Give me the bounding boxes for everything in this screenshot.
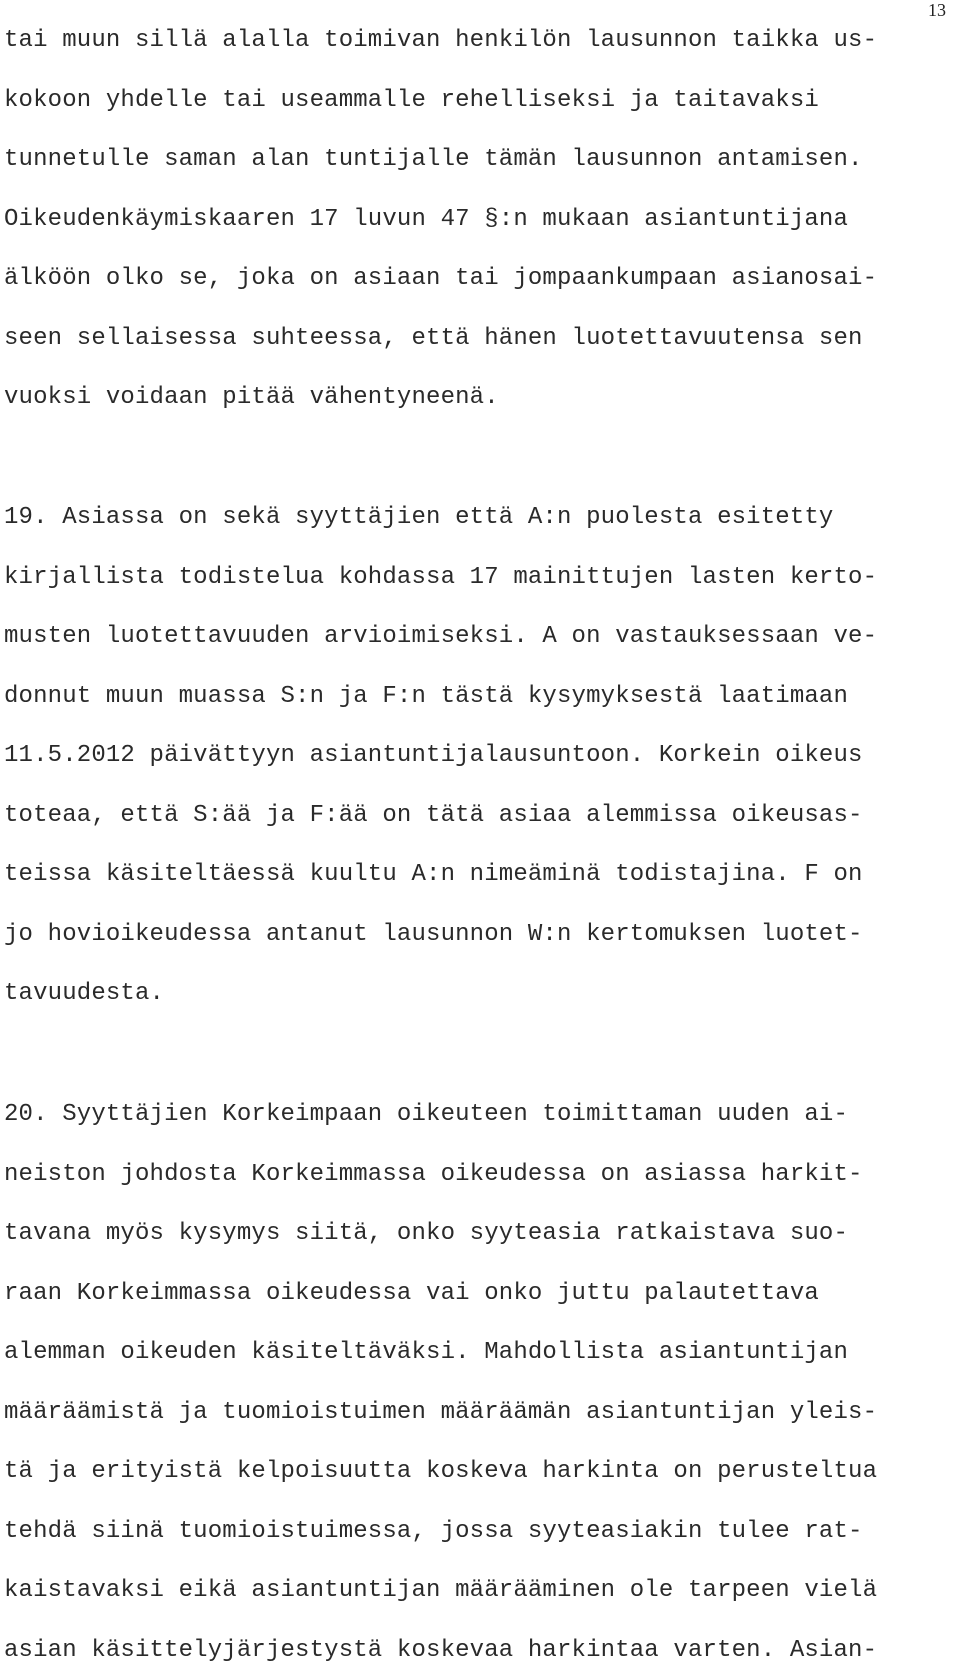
paragraph-19 [4, 488, 954, 1024]
page-number: 13 [928, 0, 946, 20]
text-line: toteaa, että S:ää ja F:ää on tätä asiaa alemmissa oikeusas- [4, 786, 954, 846]
text-line: vuoksi voidaan pitää vähentyneenä. [4, 368, 954, 428]
text-line: tai muun sillä alalla toimivan henkilön lausunnon taikka us- [4, 11, 954, 71]
text-line: teissa käsiteltäessä kuultu A:n nimeäminä todistajina. F on [4, 845, 954, 905]
text-line: kirjallista todistelua kohdassa 17 mainittujen lasten kerto- [4, 548, 954, 608]
text-line: seen sellaisessa suhteessa, että hänen luotettavuutensa sen [4, 309, 954, 369]
text-line: Oikeudenkäymiskaaren 17 luvun 47 §:n mukaan asiantuntijana [4, 190, 954, 250]
text-line: älköön olko se, joka on asiaan tai jompaankumpaan asianosai- [4, 249, 954, 309]
text-line: kaistavaksi eikä asiantuntijan määrääminen ole tarpeen vielä [4, 1561, 954, 1621]
text-line: määräämistä ja tuomioistuimen määräämän asiantuntijan yleis- [4, 1383, 954, 1443]
text-line: musten luotettavuuden arvioimiseksi. A on vastauksessaan ve- [4, 607, 954, 667]
text-line: donnut muun muassa S:n ja F:n tästä kysymyksestä laatimaan [4, 667, 954, 727]
text-line: kokoon yhdelle tai useammalle rehelliseksi ja taitavaksi [4, 71, 954, 131]
paragraph-20 [4, 1085, 954, 1680]
text-line: alemman oikeuden käsiteltäväksi. Mahdollista asiantuntijan [4, 1323, 954, 1383]
text-line: raan Korkeimmassa oikeudessa vai onko juttu palautettava [4, 1264, 954, 1324]
text-line: tä ja erityistä kelpoisuutta koskeva harkinta on perusteltua [4, 1442, 954, 1502]
text-line: jo hovioikeudessa antanut lausunnon W:n kertomuksen luotet- [4, 905, 954, 965]
paragraph-continuation [4, 11, 954, 428]
text-line: neiston johdosta Korkeimmassa oikeudessa on asiassa harkit- [4, 1145, 954, 1205]
text-line: tunnetulle saman alan tuntijalle tämän lausunnon antamisen. [4, 130, 954, 190]
text-line: tavuudesta. [4, 964, 954, 1024]
text-line: tehdä siinä tuomioistuimessa, jossa syyteasiakin tulee rat- [4, 1502, 954, 1562]
text-line: asian käsittelyjärjestystä koskevaa harkintaa varten. Asian- [4, 1621, 954, 1680]
text-line: 11.5.2012 päivättyyn asiantuntijalausuntoon. Korkein oikeus [4, 726, 954, 786]
text-line: 20. Syyttäjien Korkeimpaan oikeuteen toimittaman uuden ai- [4, 1085, 954, 1145]
text-line: tavana myös kysymys siitä, onko syyteasia ratkaistava suo- [4, 1204, 954, 1264]
text-line: 19. Asiassa on sekä syyttäjien että A:n puolesta esitetty [4, 488, 954, 548]
